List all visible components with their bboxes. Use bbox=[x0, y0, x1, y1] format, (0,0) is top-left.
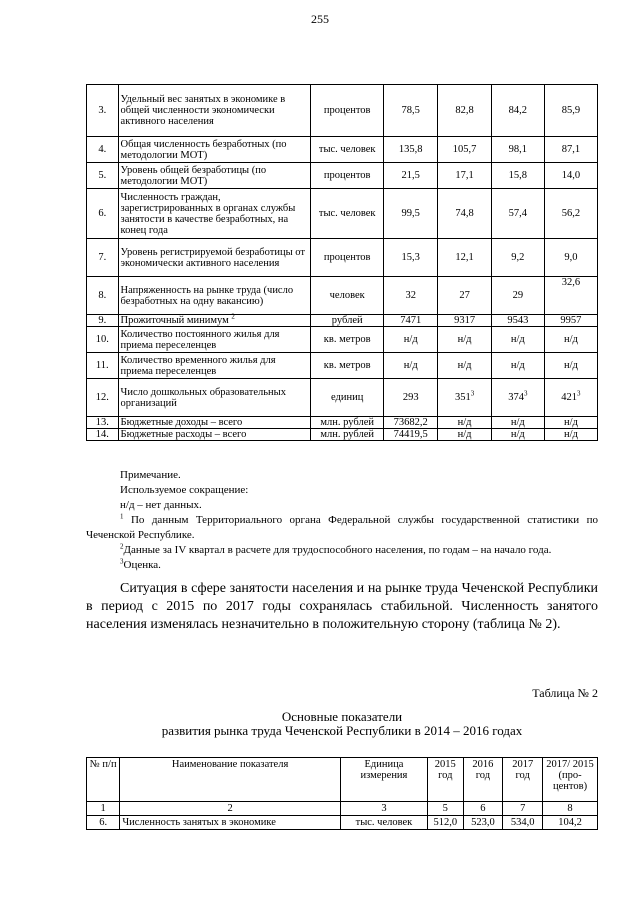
header-name: Наименование показателя bbox=[120, 758, 341, 802]
value-cell: 105,7 bbox=[438, 137, 491, 163]
value-cell: 9957 bbox=[544, 315, 597, 327]
indicator-name: Напряженность на рынке труда (число безработных на одну вакансию) bbox=[118, 277, 311, 315]
footnote-text: Данные за IV квартал в расчете для трудоспособного населения, по годам – на начало года. bbox=[123, 544, 552, 556]
unit-cell: тыс. человек bbox=[311, 189, 384, 239]
value-cell: 9543 bbox=[491, 315, 544, 327]
value-cell: 84,2 bbox=[491, 85, 544, 137]
value-cell: 9,0 bbox=[544, 239, 597, 277]
col-num: 7 bbox=[503, 802, 543, 816]
footnote-mark: 2 bbox=[231, 312, 235, 321]
table-2-label: Таблица № 2 bbox=[532, 686, 598, 700]
header-num: № п/п bbox=[87, 758, 120, 802]
value-cell: 32,6 bbox=[544, 277, 597, 315]
unit-cell: тыс. человек bbox=[311, 137, 384, 163]
value-cell: 9317 bbox=[438, 315, 491, 327]
value-cell: н/д bbox=[438, 353, 491, 379]
table-row bbox=[87, 417, 598, 429]
value-cell: 12,1 bbox=[438, 239, 491, 277]
value-cell: 98,1 bbox=[491, 137, 544, 163]
value-cell: н/д bbox=[384, 327, 438, 353]
unit-cell: рублей bbox=[311, 315, 384, 327]
value-cell bbox=[438, 379, 491, 417]
value-cell: 27 bbox=[438, 277, 491, 315]
table-row bbox=[87, 315, 598, 327]
value-cell: 73682,2 bbox=[384, 417, 438, 429]
unit-cell: процентов bbox=[311, 239, 384, 277]
labor-market-table-continued bbox=[86, 84, 598, 441]
col-num: 1 bbox=[87, 802, 120, 816]
footnote-2 bbox=[86, 543, 598, 558]
table-row bbox=[87, 137, 598, 163]
unit-cell: процентов bbox=[311, 85, 384, 137]
row-number: 12. bbox=[87, 379, 119, 417]
table-row bbox=[87, 163, 598, 189]
row-number: 11. bbox=[87, 353, 119, 379]
value-cell: 7471 bbox=[384, 315, 438, 327]
row-number: 3. bbox=[87, 85, 119, 137]
value-cell: н/д bbox=[384, 353, 438, 379]
header-year: 2016 год bbox=[463, 758, 503, 802]
value-cell: 56,2 bbox=[544, 189, 597, 239]
table-2-title bbox=[86, 710, 598, 738]
labor-market-indicators-table bbox=[86, 757, 598, 830]
value-cell: 14,0 bbox=[544, 163, 597, 189]
table-2-title-line-1: Основные показатели bbox=[281, 709, 403, 724]
value-cell bbox=[544, 379, 597, 417]
row-number: 10. bbox=[87, 327, 119, 353]
value-text: 374 bbox=[508, 392, 524, 403]
indicator-name: Численность занятых в экономике bbox=[120, 816, 341, 830]
table-row bbox=[87, 239, 598, 277]
value-cell: 78,5 bbox=[384, 85, 438, 137]
unit-cell: человек bbox=[311, 277, 384, 315]
value-cell: 523,0 bbox=[463, 816, 503, 830]
value-cell: 29 bbox=[491, 277, 544, 315]
table-row bbox=[87, 327, 598, 353]
table-row bbox=[87, 429, 598, 441]
value-cell: н/д bbox=[491, 429, 544, 441]
footnote-text: Оценка. bbox=[123, 559, 161, 571]
notes-heading: Примечание. bbox=[120, 469, 181, 481]
table-row bbox=[87, 277, 598, 315]
row-number: 4. bbox=[87, 137, 119, 163]
indicator-name: Бюджетные доходы – всего bbox=[118, 417, 311, 429]
footnote-mark: 3 bbox=[120, 557, 124, 566]
indicator-name bbox=[118, 312, 311, 327]
header-year: 2015 год bbox=[428, 758, 464, 802]
value-cell: н/д bbox=[438, 429, 491, 441]
value-cell: 21,5 bbox=[384, 163, 438, 189]
value-cell: 512,0 bbox=[428, 816, 464, 830]
header-ratio: 2017/ 2015 (про- центов) bbox=[543, 758, 598, 802]
footnote-mark: 2 bbox=[120, 542, 124, 551]
indicator-name: Количество постоянного жилья для приема переселенцев bbox=[118, 327, 311, 353]
value-cell: н/д bbox=[438, 417, 491, 429]
unit-cell: кв. метров bbox=[311, 327, 384, 353]
unit-cell: кв. метров bbox=[311, 353, 384, 379]
indicator-name: Общая численность безработных (по методологии МОТ) bbox=[118, 137, 311, 163]
value-cell: н/д bbox=[544, 327, 597, 353]
notes-abbr: н/д – нет данных. bbox=[120, 499, 202, 511]
value-cell: 15,3 bbox=[384, 239, 438, 277]
value-cell: 534,0 bbox=[503, 816, 543, 830]
table-row bbox=[87, 189, 598, 239]
value-cell: 104,2 bbox=[543, 816, 598, 830]
table-notes bbox=[86, 468, 598, 573]
footnote-mark: 3 bbox=[523, 389, 528, 398]
table-2-title-line-2: развития рынка труда Чеченской Республики в 2014 – 2016 годах bbox=[161, 723, 523, 738]
unit-cell: процентов bbox=[311, 163, 384, 189]
table-row bbox=[87, 379, 598, 417]
footnote-3 bbox=[86, 558, 598, 573]
value-cell: н/д bbox=[491, 417, 544, 429]
row-number: 6. bbox=[87, 189, 119, 239]
value-cell: 74,8 bbox=[438, 189, 491, 239]
value-text: 421 bbox=[561, 392, 578, 403]
table-row bbox=[87, 353, 598, 379]
value-cell: 82,8 bbox=[438, 85, 491, 137]
value-text: 351 bbox=[454, 392, 471, 403]
indicator-name: Число дошкольных образовательных организаций bbox=[118, 379, 311, 417]
col-num: 8 bbox=[543, 802, 598, 816]
value-cell: 85,9 bbox=[544, 85, 597, 137]
table-header-row bbox=[87, 758, 598, 802]
indicator-name-text: Прожиточный минимум bbox=[120, 315, 229, 326]
row-number: 14. bbox=[87, 429, 119, 441]
indicator-name: Количество временного жилья для приема переселенцев bbox=[118, 353, 311, 379]
value-cell: 15,8 bbox=[491, 163, 544, 189]
row-number: 6. bbox=[87, 816, 120, 830]
header-unit: Единица измерения bbox=[340, 758, 427, 802]
footnote-mark: 3 bbox=[470, 389, 475, 398]
indicator-name: Бюджетные расходы – всего bbox=[118, 429, 311, 441]
indicator-name: Уровень общей безработицы (по методологии МОТ) bbox=[118, 163, 311, 189]
footnote-mark: 3 bbox=[577, 389, 581, 398]
row-number: 5. bbox=[87, 163, 119, 189]
column-number-row bbox=[87, 802, 598, 816]
row-number: 7. bbox=[87, 239, 119, 277]
col-num: 6 bbox=[463, 802, 503, 816]
value-cell: н/д bbox=[544, 353, 597, 379]
col-num: 3 bbox=[340, 802, 427, 816]
unit-cell: млн. рублей bbox=[311, 429, 384, 441]
value-cell: 74419,5 bbox=[384, 429, 438, 441]
value-cell: 32 bbox=[384, 277, 438, 315]
header-year: 2017 год bbox=[503, 758, 543, 802]
value-cell: н/д bbox=[544, 417, 597, 429]
value-cell: 135,8 bbox=[384, 137, 438, 163]
unit-cell: млн. рублей bbox=[311, 417, 384, 429]
footnote-mark: 1 bbox=[120, 512, 124, 521]
col-num: 2 bbox=[120, 802, 341, 816]
value-cell: 17,1 bbox=[438, 163, 491, 189]
value-cell: н/д bbox=[491, 353, 544, 379]
value-cell: 9,2 bbox=[491, 239, 544, 277]
value-cell bbox=[491, 379, 544, 417]
value-cell: н/д bbox=[438, 327, 491, 353]
unit-cell: единиц bbox=[311, 379, 384, 417]
footnote-text: По данным Территориального органа Федеральной службы государственной статистики по Чеченской Республике. bbox=[86, 514, 598, 541]
body-paragraph: Ситуация в сфере занятости населения и на рынке труда Чеченской Республики в период с 2015 по 2017 годы сохранялась стабильной. Численность занятого населения изменялась незначительно в положительную сторону (таблица № 2). bbox=[86, 581, 598, 632]
value-cell: 99,5 bbox=[384, 189, 438, 239]
row-number: 13. bbox=[87, 417, 119, 429]
table-row bbox=[87, 816, 598, 830]
indicator-name: Удельный вес занятых в экономике в общей численности экономически активного населения bbox=[118, 85, 311, 137]
indicator-name: Численность граждан, зарегистрированных в органах службы занятости в качестве безработных, на конец года bbox=[118, 189, 311, 239]
value-cell: 57,4 bbox=[491, 189, 544, 239]
table-row bbox=[87, 85, 598, 137]
footnote-1 bbox=[86, 513, 598, 543]
value-cell: н/д bbox=[544, 429, 597, 441]
row-number: 8. bbox=[87, 277, 119, 315]
page-number: 255 bbox=[311, 12, 329, 26]
value-cell: 293 bbox=[384, 379, 438, 417]
row-number: 9. bbox=[87, 315, 119, 327]
notes-abbr-intro: Используемое сокращение: bbox=[120, 484, 249, 496]
unit-cell: тыс. человек bbox=[340, 816, 427, 830]
col-num: 5 bbox=[428, 802, 464, 816]
indicator-name: Уровень регистрируемой безработицы от экономически активного населения bbox=[118, 239, 311, 277]
value-cell: н/д bbox=[491, 327, 544, 353]
value-cell: 87,1 bbox=[544, 137, 597, 163]
